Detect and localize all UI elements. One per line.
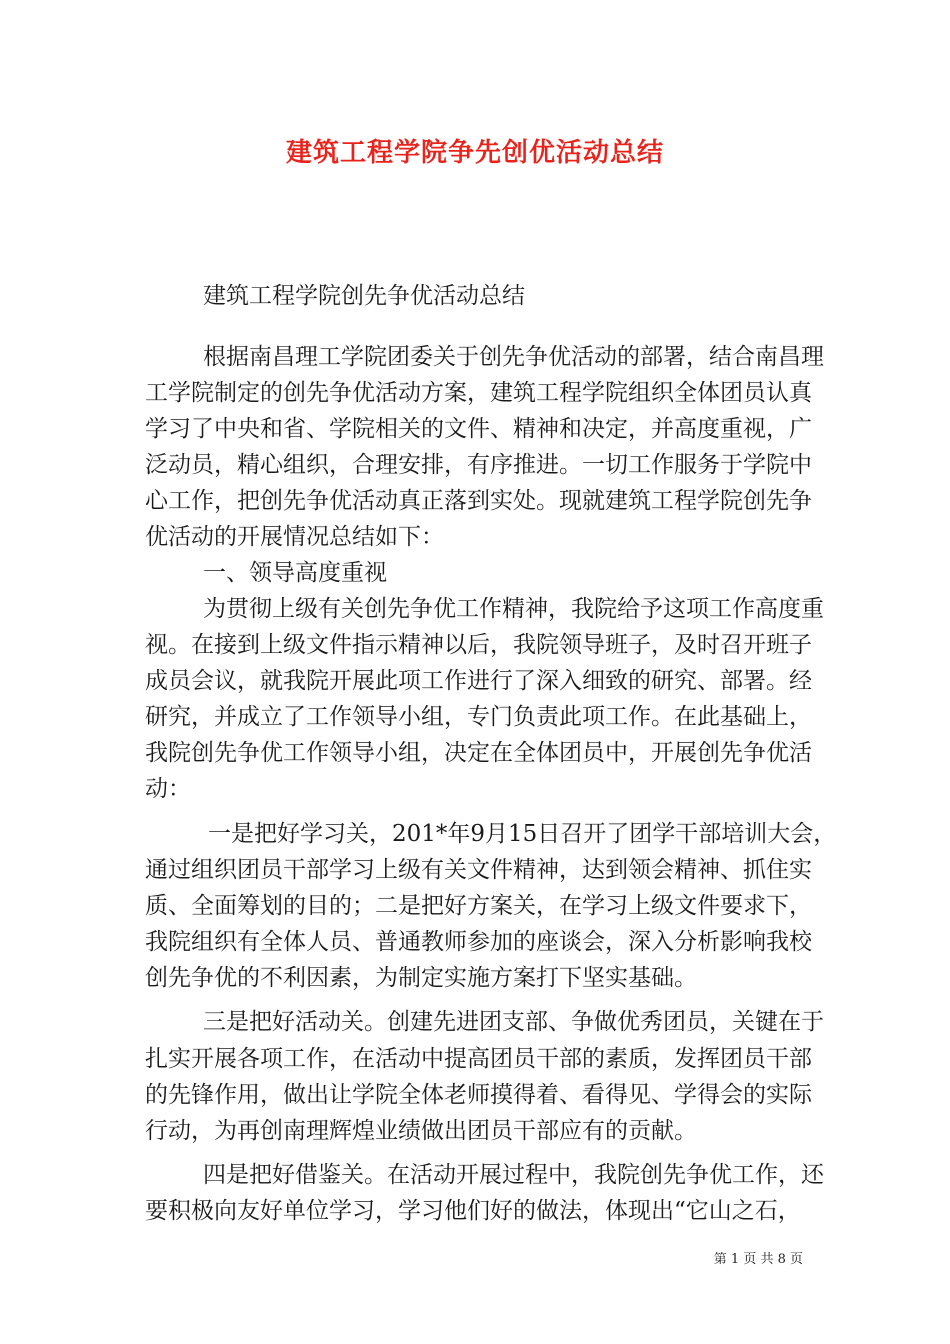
body-line: 四是把好借鉴关。在活动开展过程中，我院创先争优工作，还 [203, 1162, 824, 1188]
body-line: 视。在接到上级文件指示精神以后，我院领导班子，及时召开班子 [145, 632, 812, 658]
body-line: 质、全面筹划的目的；二是把好方案关，在学习上级文件要求下， [145, 893, 812, 919]
body-line: 要积极向友好单位学习，学习他们好的做法，体现出“它山之石， [145, 1198, 801, 1224]
section-heading: 一、领导高度重视 [203, 560, 387, 586]
document-title: 建筑工程学院争先创优活动总结 [285, 138, 664, 168]
body-line: 泛动员，精心组织，合理安排，有序推进。一切工作服务于学院中 [145, 452, 812, 478]
body-line: 成员会议，就我院开展此项工作进行了深入细致的研究、部署。经 [145, 668, 812, 694]
body-line: 我院组织有全体人员、普通教师参加的座谈会，深入分析影响我校 [145, 929, 812, 955]
body-line: 研究，并成立了工作领导小组，专门负责此项工作。在此基础上， [145, 704, 812, 730]
document-subtitle: 建筑工程学院创先争优活动总结 [203, 283, 525, 309]
body-line: 三是把好活动关。创建先进团支部、争做优秀团员，关键在于 [203, 1009, 824, 1035]
body-line: 优活动的开展情况总结如下： [145, 524, 444, 550]
body-line: 创先争优的不利因素，为制定实施方案打下坚实基础。 [145, 965, 697, 991]
page-indicator: 第 1 页 共 8 页 [713, 1252, 803, 1267]
body-line: 动： [145, 776, 191, 802]
body-line: 学习了中央和省、学院相关的文件、精神和决定，并高度重视，广 [145, 416, 812, 442]
body-line: 工学院制定的创先争优活动方案，建筑工程学院组织全体团员认真 [145, 380, 812, 406]
body-line: 为贯彻上级有关创先争优工作精神，我院给予这项工作高度重 [203, 596, 824, 622]
body-line: 的先锋作用，做出让学院全体老师摸得着、看得见、学得会的实际 [145, 1082, 812, 1108]
body-line: 扎实开展各项工作，在活动中提高团员干部的素质，发挥团员干部 [145, 1046, 812, 1072]
body-line: 根据南昌理工学院团委关于创先争优活动的部署，结合南昌理 [203, 344, 824, 370]
body-line: 通过组织团员干部学习上级有关文件精神，达到领会精神、抓住实 [145, 857, 812, 883]
body-line: 一是把好学习关，201*年9月15日召开了团学干部培训大会， [208, 821, 837, 847]
body-line: 行动，为再创南理辉煌业绩做出团员干部应有的贡献。 [145, 1118, 697, 1144]
body-line: 我院创先争优工作领导小组，决定在全体团员中，开展创先争优活 [145, 740, 812, 766]
body-line: 心工作，把创先争优活动真正落到实处。现就建筑工程学院创先争 [145, 488, 812, 514]
